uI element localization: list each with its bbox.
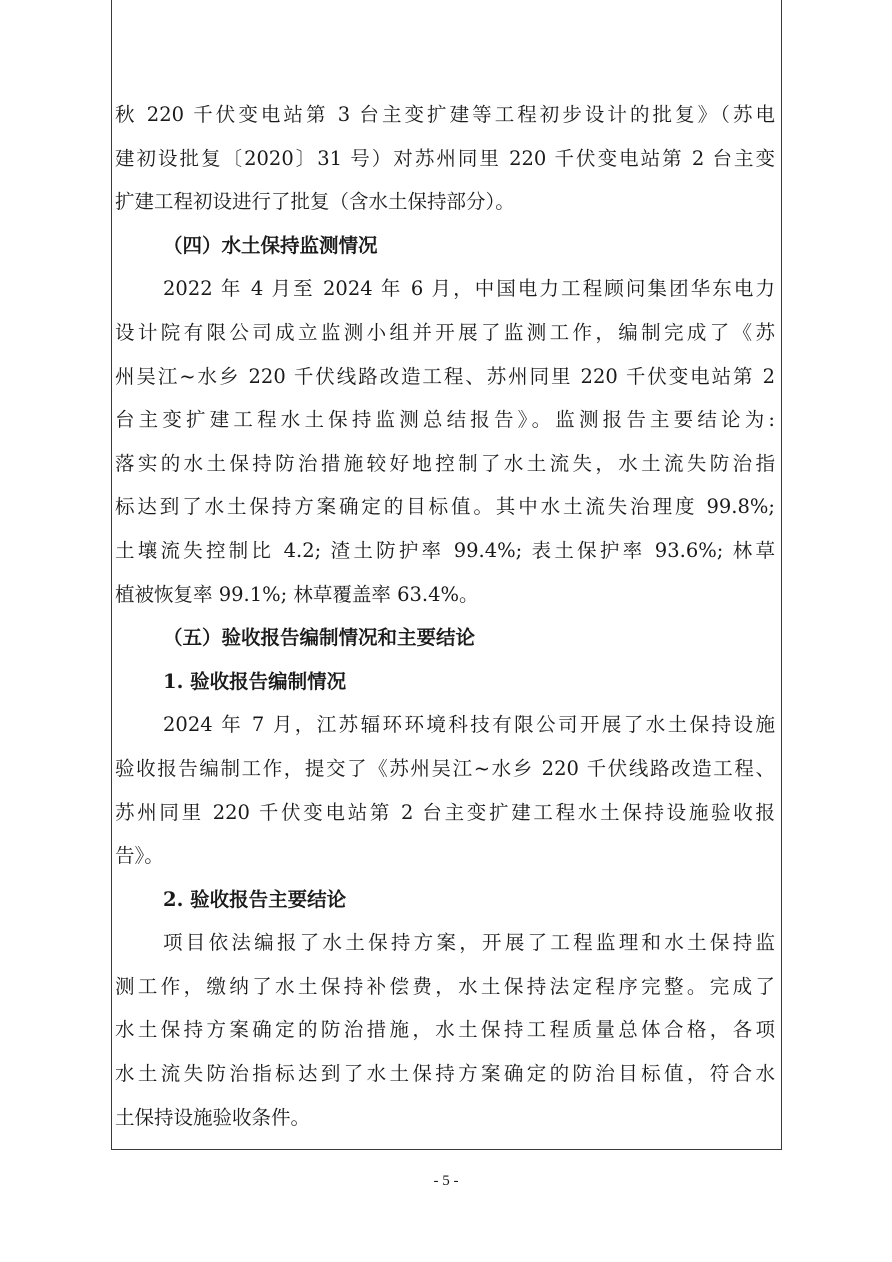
document-body [115,93,775,1139]
text-line: 标达到了水土保持方案确定的目标值。其中水土流失治理度 99.8%; [115,495,775,519]
report-preparation-paragraph [115,703,775,877]
text-line: 落实的水土保持防治措施较好地控制了水土流失，水土流失防治指 [115,451,775,475]
text-line: 水土保持方案确定的防治措施，水土保持工程质量总体合格，各项 [115,1018,775,1042]
report-conclusions-paragraph [115,921,775,1139]
text-line: 告》。 [115,844,164,868]
text-line: 扩建工程初设进行了批复（含水土保持部分）。 [115,190,515,214]
text-line: 苏州同里 220 千伏变电站第 2 台主变扩建工程水土保持设施验收报 [115,800,775,824]
section-heading-monitoring: （四）水土保持监测情况 [163,233,378,257]
monitoring-paragraph [115,267,775,616]
text-line: 设计院有限公司成立监测小组并开展了监测工作，编制完成了《苏 [115,320,775,344]
text-line: 验收报告编制工作，提交了《苏州吴江~水乡 220 千伏线路改造工程、 [115,756,775,780]
text-line: 土壤流失控制比 4.2; 渣土防护率 99.4%; 表土保护率 93.6%; 林草 [115,538,775,562]
page-number: - 5 - [433,1173,459,1189]
text-line: 2024 年 7 月，江苏辐环环境科技有限公司开展了水土保持设施 [163,713,775,737]
section-heading-acceptance-report: （五）验收报告编制情况和主要结论 [163,626,476,650]
text-line: 测工作，缴纳了水土保持补偿费，水土保持法定程序完整。完成了 [115,974,775,998]
text-line: 项目依法编报了水土保持方案，开展了工程监理和水土保持监 [163,931,775,955]
text-line: 植被恢复率 99.1%; 林草覆盖率 63.4%。 [115,582,479,606]
text-line: 土保持设施验收条件。 [115,1105,311,1129]
text-line: 2022 年 4 月至 2024 年 6 月，中国电力工程顾问集团华东电力 [163,277,775,301]
text-line: 建初设批复〔2020〕31 号）对苏州同里 220 千伏变电站第 2 台主变 [115,146,775,170]
text-line: 台主变扩建工程水土保持监测总结报告》。监测报告主要结论为: [115,408,775,432]
subsection-heading-report-preparation: 1. 验收报告编制情况 [163,669,347,693]
text-line: 水土流失防治指标达到了水土保持方案确定的防治目标值，符合水 [115,1062,775,1086]
intro-paragraph [115,93,775,224]
text-line: 州吴江~水乡 220 千伏线路改造工程、苏州同里 220 千伏变电站第 2 [115,364,775,388]
subsection-heading-report-conclusions: 2. 验收报告主要结论 [163,887,347,911]
text-line: 秋 220 千伏变电站第 3 台主变扩建等工程初步设计的批复》（苏电 [115,103,775,126]
